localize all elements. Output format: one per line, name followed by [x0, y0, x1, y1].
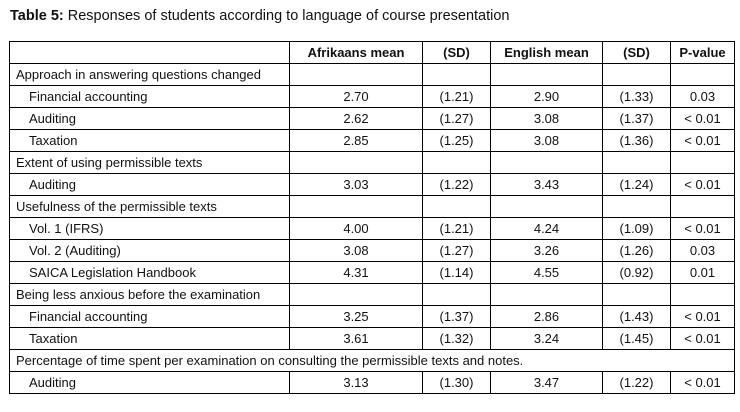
section-title: Being less anxious before the examination	[10, 284, 290, 306]
empty-cell	[603, 152, 671, 174]
empty-cell	[290, 284, 423, 306]
p-value-cell: < 0.01	[671, 130, 735, 152]
afrikaans-mean-cell: 4.31	[290, 262, 423, 284]
table-row	[10, 372, 735, 394]
empty-cell	[671, 196, 735, 218]
english-sd-cell: (1.37)	[603, 108, 671, 130]
p-value-cell: < 0.01	[671, 306, 735, 328]
header-afrikaans-mean: Afrikaans mean	[290, 42, 423, 64]
section-row	[10, 152, 735, 174]
section-row	[10, 196, 735, 218]
row-label: Auditing	[10, 174, 290, 196]
empty-cell	[671, 152, 735, 174]
empty-cell	[290, 152, 423, 174]
english-sd-cell: (1.24)	[603, 174, 671, 196]
row-label: Auditing	[10, 108, 290, 130]
p-value-cell: 0.01	[671, 262, 735, 284]
empty-cell	[491, 284, 603, 306]
header-english-mean: English mean	[491, 42, 603, 64]
empty-cell	[491, 196, 603, 218]
section-title: Usefulness of the permissible texts	[10, 196, 290, 218]
afrikaans-sd-cell: (1.21)	[423, 86, 491, 108]
empty-cell	[290, 196, 423, 218]
table-row	[10, 174, 735, 196]
row-label: Taxation	[10, 328, 290, 350]
empty-cell	[603, 284, 671, 306]
section-row	[10, 64, 735, 86]
afrikaans-mean-cell: 4.00	[290, 218, 423, 240]
english-sd-cell: (1.36)	[603, 130, 671, 152]
afrikaans-mean-cell: 2.70	[290, 86, 423, 108]
english-sd-cell: (1.26)	[603, 240, 671, 262]
english-sd-cell: (1.43)	[603, 306, 671, 328]
section-row	[10, 284, 735, 306]
header-afrikaans-sd: (SD)	[423, 42, 491, 64]
afrikaans-sd-cell: (1.37)	[423, 306, 491, 328]
empty-cell	[671, 284, 735, 306]
afrikaans-mean-cell: 2.62	[290, 108, 423, 130]
afrikaans-sd-cell: (1.27)	[423, 108, 491, 130]
empty-cell	[491, 152, 603, 174]
row-label: Taxation	[10, 130, 290, 152]
p-value-cell: < 0.01	[671, 372, 735, 394]
afrikaans-sd-cell: (1.30)	[423, 372, 491, 394]
english-sd-cell: (1.22)	[603, 372, 671, 394]
empty-cell	[423, 196, 491, 218]
afrikaans-mean-cell: 3.03	[290, 174, 423, 196]
header-row	[10, 42, 735, 64]
english-sd-cell: (1.09)	[603, 218, 671, 240]
empty-cell	[603, 196, 671, 218]
table-row	[10, 130, 735, 152]
afrikaans-sd-cell: (1.14)	[423, 262, 491, 284]
afrikaans-sd-cell: (1.22)	[423, 174, 491, 196]
english-mean-cell: 3.47	[491, 372, 603, 394]
afrikaans-sd-cell: (1.25)	[423, 130, 491, 152]
afrikaans-sd-cell: (1.21)	[423, 218, 491, 240]
table-row	[10, 240, 735, 262]
english-sd-cell: (1.33)	[603, 86, 671, 108]
row-label: Vol. 1 (IFRS)	[10, 218, 290, 240]
english-mean-cell: 2.86	[491, 306, 603, 328]
afrikaans-mean-cell: 3.08	[290, 240, 423, 262]
header-english-sd: (SD)	[603, 42, 671, 64]
p-value-cell: < 0.01	[671, 218, 735, 240]
row-label: Auditing	[10, 372, 290, 394]
row-label: Vol. 2 (Auditing)	[10, 240, 290, 262]
table-row	[10, 86, 735, 108]
english-mean-cell: 3.08	[491, 108, 603, 130]
table-row	[10, 328, 735, 350]
empty-cell	[491, 64, 603, 86]
p-value-cell: < 0.01	[671, 328, 735, 350]
afrikaans-mean-cell: 2.85	[290, 130, 423, 152]
english-mean-cell: 4.24	[491, 218, 603, 240]
table-body	[10, 64, 735, 394]
table-row	[10, 218, 735, 240]
afrikaans-sd-cell: (1.27)	[423, 240, 491, 262]
english-sd-cell: (1.45)	[603, 328, 671, 350]
p-value-cell: < 0.01	[671, 108, 735, 130]
table-caption-label: Table 5:	[10, 8, 64, 24]
empty-cell	[290, 64, 423, 86]
english-mean-cell: 3.08	[491, 130, 603, 152]
empty-cell	[603, 64, 671, 86]
row-label: Financial accounting	[10, 86, 290, 108]
table-caption	[10, 8, 509, 24]
empty-cell	[423, 152, 491, 174]
english-mean-cell: 4.55	[491, 262, 603, 284]
english-sd-cell: (0.92)	[603, 262, 671, 284]
row-label: SAICA Legislation Handbook	[10, 262, 290, 284]
header-label	[10, 42, 290, 64]
english-mean-cell: 3.26	[491, 240, 603, 262]
empty-cell	[671, 64, 735, 86]
afrikaans-mean-cell: 3.13	[290, 372, 423, 394]
p-value-cell: 0.03	[671, 86, 735, 108]
empty-cell	[423, 64, 491, 86]
table-caption-text: Responses of students according to language of course presentation	[63, 8, 510, 24]
english-mean-cell: 3.24	[491, 328, 603, 350]
responses-table	[9, 41, 735, 394]
p-value-cell: < 0.01	[671, 174, 735, 196]
empty-cell	[423, 284, 491, 306]
afrikaans-mean-cell: 3.25	[290, 306, 423, 328]
english-mean-cell: 3.43	[491, 174, 603, 196]
header-p-value: P-value	[671, 42, 735, 64]
p-value-cell: 0.03	[671, 240, 735, 262]
section-title: Percentage of time spent per examination on consulting the permissible texts and notes.	[10, 350, 735, 372]
afrikaans-mean-cell: 3.61	[290, 328, 423, 350]
section-title: Approach in answering questions changed	[10, 64, 290, 86]
row-label: Financial accounting	[10, 306, 290, 328]
table-row	[10, 306, 735, 328]
english-mean-cell: 2.90	[491, 86, 603, 108]
section-row	[10, 350, 735, 372]
table-row	[10, 262, 735, 284]
table-row	[10, 108, 735, 130]
afrikaans-sd-cell: (1.32)	[423, 328, 491, 350]
section-title: Extent of using permissible texts	[10, 152, 290, 174]
